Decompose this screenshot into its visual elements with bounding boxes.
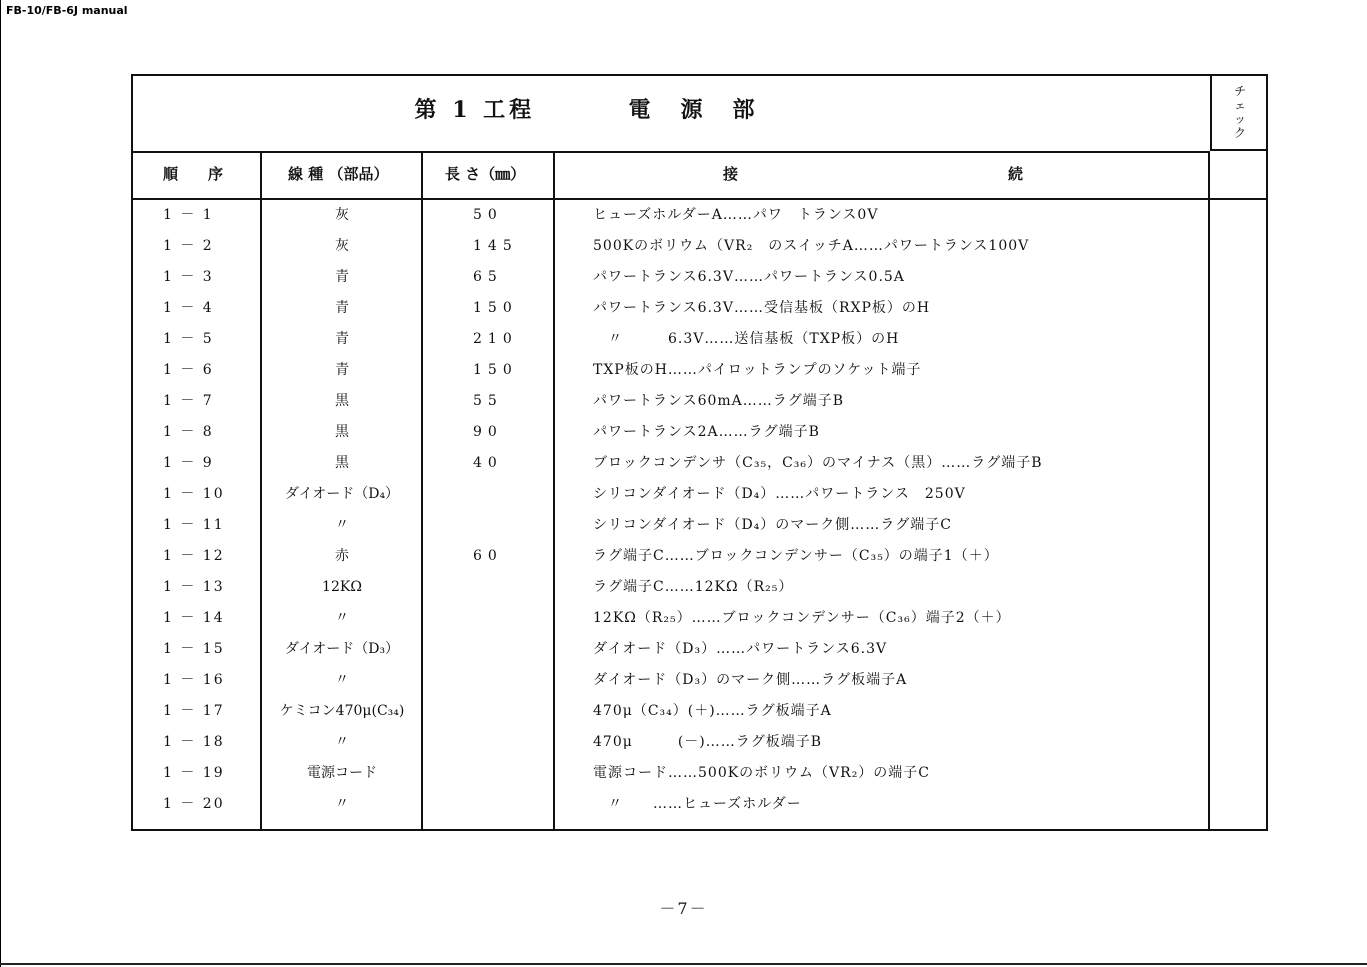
- table-row: [133, 479, 1266, 510]
- length-cell: 50: [473, 207, 503, 223]
- length-cell: 210: [473, 331, 518, 347]
- wire-cell: 〃: [335, 610, 349, 626]
- table-title: 第 1 工程 電 源 部: [414, 97, 759, 123]
- table-row: [133, 665, 1266, 696]
- seq-cell: 1 － 20: [163, 796, 225, 812]
- length-cell: 40: [473, 455, 503, 471]
- wire-cell: ダイオード（D₄）: [284, 486, 400, 502]
- page-bottom-edge: [0, 963, 1367, 965]
- connection-cell: ダイオード（D₃）のマーク側……ラグ板端子A: [593, 672, 908, 688]
- connection-cell: パワートランス6.3V……受信基板（RXP板）のH: [593, 300, 931, 316]
- wire-cell: 灰: [335, 238, 349, 254]
- connection-cell: 〃 ……ヒューズホルダー: [593, 796, 802, 812]
- length-cell: [473, 758, 533, 789]
- seq-cell: 1 － 7: [163, 393, 214, 409]
- table-row: [133, 417, 1266, 448]
- table-row: [133, 634, 1266, 665]
- wire-cell: 青: [335, 269, 349, 285]
- seq-cell: 1 － 4: [163, 300, 214, 316]
- table-row: [133, 231, 1266, 262]
- seq-cell: 1 － 14: [163, 610, 225, 626]
- table-row: [133, 510, 1266, 541]
- seq-cell: 1 － 3: [163, 269, 214, 285]
- wire-cell: ケミコン470μ(C₃₄): [279, 703, 405, 719]
- header-wire: 線 種 （部品）: [288, 165, 389, 183]
- table-row: [133, 200, 1266, 231]
- wire-cell: 青: [335, 362, 349, 378]
- length-cell: [473, 479, 533, 510]
- seq-cell: 1 － 17: [163, 703, 225, 719]
- title-row: [133, 76, 1210, 153]
- connection-cell: 〃 6.3V……送信基板（TXP板）のH: [593, 331, 900, 347]
- connection-cell: パワートランス2A……ラグ端子B: [593, 424, 820, 440]
- table-row: [133, 262, 1266, 293]
- seq-cell: 1 － 13: [163, 579, 225, 595]
- connection-cell: パワートランス60mA……ラグ端子B: [593, 393, 845, 409]
- wire-cell: 〃: [335, 796, 349, 812]
- seq-cell: 1 － 12: [163, 548, 225, 564]
- wire-cell: 灰: [335, 207, 349, 223]
- wire-cell: 〃: [335, 734, 349, 750]
- length-cell: 65: [473, 269, 503, 285]
- connection-cell: ラグ端子C……ブロックコンデンサー（C₃₅）の端子1（＋）: [593, 548, 999, 564]
- table-row: [133, 727, 1266, 758]
- seq-cell: 1 － 16: [163, 672, 225, 688]
- page-left-edge: [0, 0, 1, 967]
- header-length: 長 さ（㎜）: [445, 165, 526, 183]
- wire-cell: 青: [335, 331, 349, 347]
- seq-cell: 1 － 5: [163, 331, 214, 347]
- connection-cell: 470μ（C₃₄）(＋)……ラグ板端子A: [593, 703, 832, 719]
- table-row: [133, 324, 1266, 355]
- wire-cell: 〃: [335, 517, 349, 533]
- connection-cell: 500Kのボリウム（VR₂ のスイッチA……パワートランス100V: [593, 238, 1030, 254]
- seq-cell: 1 － 1: [163, 207, 214, 223]
- length-cell: 145: [473, 238, 518, 254]
- connection-cell: シリコンダイオード（D₄）のマーク側……ラグ端子C: [593, 517, 953, 533]
- table-row: [133, 758, 1266, 789]
- seq-cell: 1 － 15: [163, 641, 225, 657]
- connection-cell: 電源コード……500Kのボリウム（VR₂）の端子C: [593, 765, 931, 781]
- wire-cell: 黒: [335, 455, 349, 471]
- table-row: [133, 355, 1266, 386]
- wire-cell: 青: [335, 300, 349, 316]
- header-seq: 順 序: [163, 165, 224, 183]
- seq-cell: 1 － 18: [163, 734, 225, 750]
- length-cell: [473, 603, 533, 634]
- length-cell: 150: [473, 300, 518, 316]
- length-cell: [473, 696, 533, 727]
- connection-cell: 12KΩ（R₂₅）……ブロックコンデンサー（C₃₆）端子2（＋）: [593, 610, 1011, 626]
- wire-cell: 〃: [335, 672, 349, 688]
- length-cell: [473, 572, 533, 603]
- seq-cell: 1 － 19: [163, 765, 225, 781]
- length-cell: [473, 727, 533, 758]
- table-row: [133, 448, 1266, 479]
- connection-cell: ダイオード（D₃）……パワートランス6.3V: [593, 641, 888, 657]
- length-cell: 150: [473, 362, 518, 378]
- connection-cell: 470μ (－)……ラグ板端子B: [593, 734, 823, 750]
- connection-cell: TXP板のH……パイロットランプのソケット端子: [593, 362, 922, 378]
- wire-cell: 電源コード: [307, 765, 377, 781]
- table-row: [133, 789, 1266, 820]
- table-row: [133, 603, 1266, 634]
- length-cell: [473, 789, 533, 820]
- seq-cell: 1 － 2: [163, 238, 214, 254]
- connection-cell: ラグ端子C……12KΩ（R₂₅）: [593, 579, 794, 595]
- connection-cell: パワートランス6.3V……パワートランス0.5A: [593, 269, 905, 285]
- seq-cell: 1 － 6: [163, 362, 214, 378]
- seq-cell: 1 － 11: [163, 517, 225, 533]
- process-table: [131, 74, 1268, 831]
- header-connection: 接 続: [723, 165, 1024, 183]
- seq-cell: 1 － 9: [163, 455, 214, 471]
- check-label: チェック: [1233, 84, 1246, 140]
- seq-cell: 1 － 8: [163, 424, 214, 440]
- length-cell: 90: [473, 424, 503, 440]
- table-row: [133, 293, 1266, 324]
- wire-cell: 赤: [335, 548, 349, 564]
- length-cell: 55: [473, 393, 503, 409]
- check-column-header: [1210, 76, 1268, 151]
- wire-cell: 12KΩ: [322, 579, 362, 595]
- length-cell: [473, 634, 533, 665]
- connection-cell: ヒューズホルダーA……パワ トランス0V: [593, 207, 879, 223]
- document-label: FB-10/FB-6J manual: [6, 4, 128, 17]
- table-row: [133, 696, 1266, 727]
- table-row: [133, 386, 1266, 417]
- table-row: [133, 541, 1266, 572]
- seq-cell: 1 － 10: [163, 486, 225, 502]
- length-cell: [473, 510, 533, 541]
- table-row: [133, 572, 1266, 603]
- connection-cell: ブロックコンデンサ（C₃₅，C₃₆）のマイナス（黒）……ラグ端子B: [593, 455, 1043, 471]
- length-cell: [473, 665, 533, 696]
- wire-cell: 黒: [335, 393, 349, 409]
- connection-cell: シリコンダイオード（D₄）……パワートランス 250V: [593, 486, 966, 502]
- page-number: －7－: [659, 899, 708, 918]
- wire-cell: 黒: [335, 424, 349, 440]
- wire-cell: ダイオード（D₃）: [284, 641, 400, 657]
- length-cell: 60: [473, 548, 503, 564]
